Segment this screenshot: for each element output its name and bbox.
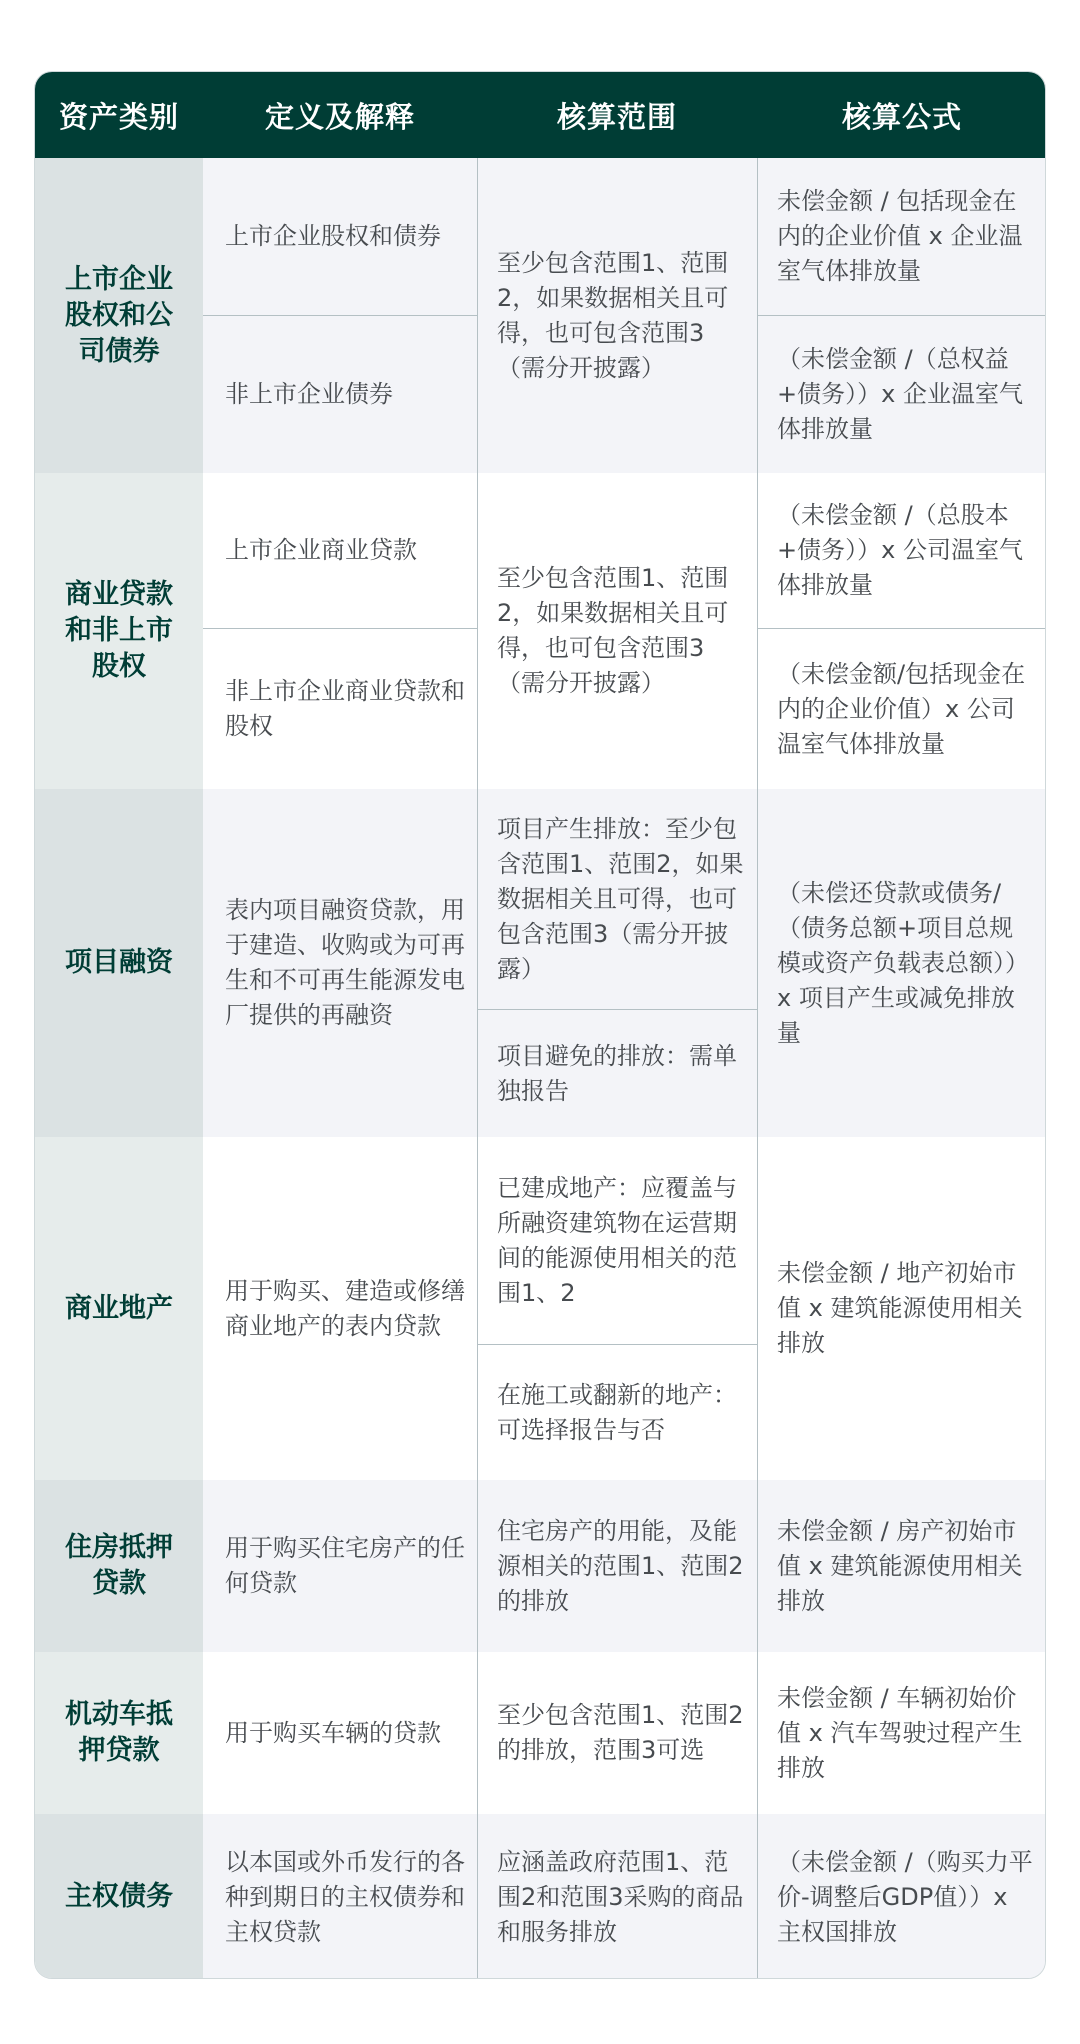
row-scope: 已建成地产：应覆盖与所融资建筑物在运营期间的能源使用相关的范围1、2 (497, 1173, 737, 1307)
row-scope: 在施工或翻新的地产：可选择报告与否 (497, 1380, 737, 1444)
row-formula: 未偿金额 / 包括现金在内的企业价值 x 企业温室气体排放量 (777, 187, 1023, 285)
row-category: 商业地产 (35, 1137, 203, 1480)
row-formula: 未偿金额 / 房产初始市值 x 建筑能源使用相关排放 (777, 1516, 1023, 1615)
table-row (35, 789, 1046, 1137)
cell-divider (757, 628, 1046, 629)
row-formula: （未偿还贷款或债务/（债务总额+项目总规模或资产负载表总额））x 项目产生或减免排放量 (777, 878, 1029, 1047)
row-scope: 项目避免的排放：需单独报告 (497, 1041, 737, 1105)
row-scope: 项目产生排放：至少包含范围1、范围2，如果数据相关且可得，也可包含范围3（需分开披露） (497, 814, 744, 983)
header-asset-category: 资产类别 (58, 99, 179, 134)
row-category: 机动车抵 押贷款 (35, 1652, 203, 1814)
row-definition: 非上市企业债券 (225, 380, 393, 408)
table-row (35, 1814, 1046, 1979)
row-scope: 至少包含范围1、范围2的排放，范围3可选 (497, 1701, 744, 1764)
row-scope: 应涵盖政府范围1、范围2和范围3采购的商品和服务排放 (497, 1847, 744, 1946)
row-formula: 未偿金额 / 车辆初始价值 x 汽车驾驶过程产生排放 (777, 1683, 1023, 1782)
header-scope: 核算范围 (556, 99, 677, 134)
row-definition: 用于购买住宅房产的任何贷款 (225, 1534, 465, 1597)
row-definition: 用于购买车辆的贷款 (225, 1718, 441, 1747)
cell-divider (203, 628, 477, 629)
cell-divider (757, 315, 1046, 316)
column-divider (477, 158, 478, 1979)
row-formula: （未偿金额/包括现金在内的企业价值）x 公司温室气体排放量 (777, 659, 1026, 758)
row-category: 住房抵押 贷款 (35, 1480, 203, 1652)
row-definition: 表内项目融资贷款，用于建造、收购或为可再生和不可再生能源发电厂提供的再融资 (225, 896, 465, 1029)
row-scope: 至少包含范围1、范围2，如果数据相关且可得，也可包含范围3（需分开披露） (497, 564, 729, 697)
column-divider (757, 158, 758, 1979)
asset-accounting-table (34, 71, 1046, 1979)
cell-divider (477, 1009, 757, 1010)
table-row (35, 473, 1046, 789)
table-row (35, 1137, 1046, 1480)
row-category: 商业贷款 和非上市 股权 (35, 473, 203, 789)
cell-divider (477, 1344, 757, 1345)
row-definition: 非上市企业商业贷款和股权 (225, 677, 465, 740)
row-formula: （未偿金额 /（总权益+债务））x 企业温室气体排放量 (777, 345, 1023, 443)
row-category: 项目融资 (35, 789, 203, 1137)
row-category: 上市企业 股权和公 司债券 (35, 158, 203, 473)
row-scope: 至少包含范围1、范围2，如果数据相关且可得，也可包含范围3（需分开披露） (497, 248, 729, 382)
row-definition: 上市企业股权和债券 (225, 222, 441, 250)
row-category: 主权债务 (35, 1814, 203, 1979)
row-scope: 住宅房产的用能，及能源相关的范围1、范围2的排放 (497, 1516, 744, 1615)
row-definition: 以本国或外币发行的各种到期日的主权债券和主权贷款 (225, 1847, 465, 1946)
table-row (35, 1480, 1046, 1652)
table-row (35, 158, 1046, 473)
row-definition: 用于购买、建造或修缮商业地产的表内贷款 (225, 1276, 465, 1340)
table-header (35, 72, 1046, 158)
row-definition: 上市企业商业贷款 (225, 536, 417, 564)
table-row (35, 1652, 1046, 1814)
row-formula: 未偿金额 / 地产初始市值 x 建筑能源使用相关排放 (777, 1259, 1023, 1357)
row-formula: （未偿金额 /（购买力平价-调整后GDP值））x 主权国排放 (777, 1847, 1033, 1946)
row-formula: （未偿金额 /（总股本+债务））x 公司温室气体排放量 (777, 501, 1023, 599)
header-formula: 核算公式 (841, 99, 962, 134)
header-definition: 定义及解释 (264, 99, 415, 134)
cell-divider (203, 315, 477, 316)
